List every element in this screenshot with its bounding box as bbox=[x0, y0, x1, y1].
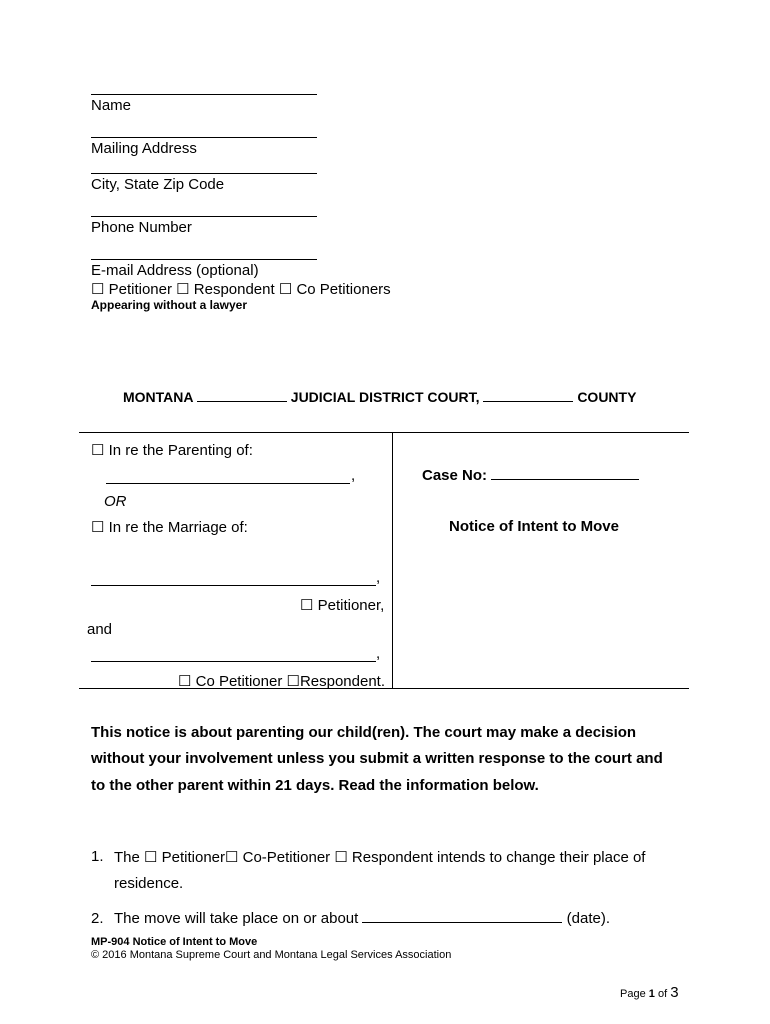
party-checkboxes[interactable]: ☐ Petitioner ☐ Respondent ☐ Co Petitioners bbox=[91, 281, 391, 298]
mailing-address-line[interactable] bbox=[91, 137, 317, 138]
notice-line-2: without your involvement unless you submit a written response to the court and bbox=[91, 750, 663, 767]
item-2-text: The move will take place on or about bbox=[114, 910, 359, 927]
caption-top-border bbox=[79, 432, 689, 433]
co-petitioner-respondent-checkbox[interactable]: ☐ Co Petitioner ☐Respondent. bbox=[178, 673, 386, 690]
item-2-number: 2. bbox=[91, 910, 104, 927]
document-title: Notice of Intent to Move bbox=[449, 518, 619, 535]
notice-line-1: This notice is about parenting our child(ren). The court may make a decision bbox=[91, 724, 637, 741]
city-state-zip-line[interactable] bbox=[91, 173, 317, 174]
of-label: of bbox=[657, 988, 668, 1000]
parenting-comma: , bbox=[351, 467, 356, 484]
move-date-blank[interactable] bbox=[362, 921, 562, 923]
city-state-zip-label: City, State Zip Code bbox=[91, 176, 225, 193]
or-label: OR bbox=[104, 493, 127, 510]
page-current: 1 bbox=[648, 988, 655, 1000]
and-label: and bbox=[87, 621, 113, 638]
district-court-label: JUDICIAL DISTRICT COURT, bbox=[290, 389, 480, 405]
item-1-number: 1. bbox=[91, 848, 104, 865]
petitioner-comma: , bbox=[376, 569, 381, 586]
respondent-comma: , bbox=[376, 645, 381, 662]
county-label: COUNTY bbox=[577, 389, 637, 405]
item-1-line-2: residence. bbox=[114, 875, 184, 892]
case-no-blank[interactable] bbox=[491, 478, 639, 480]
notice-line-3: to the other parent within 21 days. Read the information below. bbox=[91, 777, 539, 794]
page-number bbox=[620, 984, 679, 1001]
phone-label: Phone Number bbox=[91, 219, 192, 236]
form-id: MP-904 Notice of Intent to Move bbox=[91, 936, 258, 948]
court-heading bbox=[123, 389, 636, 405]
appearing-without-lawyer: Appearing without a lawyer bbox=[91, 298, 248, 312]
item-2-line bbox=[114, 910, 610, 927]
item-2-date-label: (date). bbox=[566, 910, 611, 927]
marriage-checkbox[interactable]: ☐ In re the Marriage of: bbox=[91, 519, 248, 536]
case-no-label: Case No: bbox=[422, 467, 488, 484]
item-1-line-1[interactable]: The ☐ Petitioner☐ Co-Petitioner ☐ Respondent intends to change their place of bbox=[114, 849, 646, 866]
email-line[interactable] bbox=[91, 259, 317, 260]
name-line[interactable] bbox=[91, 94, 317, 95]
copyright: © 2016 Montana Supreme Court and Montana Legal Services Association bbox=[91, 949, 452, 961]
parenting-name-line[interactable] bbox=[106, 483, 350, 484]
email-label: E-mail Address (optional) bbox=[91, 262, 259, 279]
caption-divider bbox=[392, 432, 393, 688]
respondent-name-line[interactable] bbox=[91, 661, 376, 662]
petitioner-checkbox[interactable]: ☐ Petitioner, bbox=[300, 597, 385, 614]
parenting-checkbox[interactable]: ☐ In re the Parenting of: bbox=[91, 442, 253, 459]
county-name-blank[interactable] bbox=[483, 400, 573, 402]
name-label: Name bbox=[91, 97, 132, 114]
montana-label: MONTANA bbox=[123, 389, 193, 405]
petitioner-name-line[interactable] bbox=[91, 585, 376, 586]
mailing-address-label: Mailing Address bbox=[91, 140, 197, 157]
phone-line[interactable] bbox=[91, 216, 317, 217]
district-number-blank[interactable] bbox=[197, 400, 287, 402]
page-label: Page bbox=[620, 988, 646, 1000]
page-total: 3 bbox=[670, 984, 679, 1001]
case-number bbox=[422, 467, 639, 484]
